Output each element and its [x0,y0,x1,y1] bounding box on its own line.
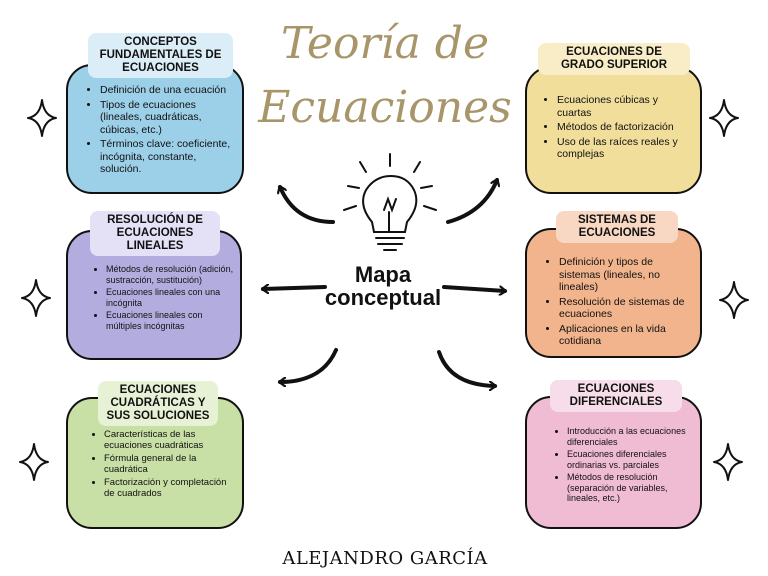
card-list [68,66,242,176]
list-item: • Ecuaciones lineales con múltiples incógnitas [106,310,234,331]
card-list [527,230,700,348]
card-heading: CONCEPTOS FUNDAMENTALES DE ECUACIONES [88,33,233,78]
author-name: ALEJANDRO GARCÍA [282,548,488,569]
lightbulb-icon [344,154,436,250]
sparkle-icon [720,282,748,318]
arrow-icon [439,352,495,386]
arrow-icon [280,350,336,382]
list-item: • Ecuaciones diferenciales ordinarias vs. parciales [567,449,694,470]
list-item: • Resolución de sistemas de ecuaciones [559,296,694,321]
list-item: • Términos clave: coeficiente, incógnita, constante, solución. [100,138,234,176]
arrow-icon [280,187,333,222]
list-item: • Aplicaciones en la vida cotidiana [559,323,694,348]
card-heading: ECUACIONES CUADRÁTICAS Y SUS SOLUCIONES [98,381,218,426]
sparkle-icon [714,444,742,480]
sparkle-icon [22,280,50,316]
sparkle-icon [20,444,48,480]
title-line-2: Ecuaciones [258,82,512,133]
sparkle-icon [710,100,738,136]
list-item: • Introducción a las ecuaciones diferenciales [567,426,694,447]
sparkle-icon [28,100,56,136]
center-label [300,263,466,309]
arrow-icon [448,180,497,222]
card-list [527,68,700,161]
list-item: • Fórmula general de la cuadrática [104,453,236,475]
card-heading: ECUACIONES DIFERENCIALES [550,380,682,412]
card-list [527,398,700,504]
list-item: • Tipos de ecuaciones (lineales, cuadráticas, cúbicas, etc.) [100,99,234,137]
center-line-1: Mapa [354,262,412,287]
list-item: • Factorización y completación de cuadrados [104,477,236,499]
list-item: • Características de las ecuaciones cuadráticas [104,429,236,451]
title-line-1: Teoría de [281,18,489,69]
list-item: • Métodos de factorización [557,121,694,134]
list-item: • Definición de una ecuación [100,84,234,97]
card-grado-superior [525,66,702,194]
center-line-2: conceptual [324,285,442,310]
list-item: • Definición y tipos de sistemas (lineales, no lineales) [559,256,694,294]
list-item: • Uso de las raíces reales y complejas [557,136,694,161]
card-sistemas [525,228,702,358]
list-item: • Ecuaciones cúbicas y cuartas [557,94,694,119]
card-heading: RESOLUCIÓN DE ECUACIONES LINEALES [90,211,220,256]
card-heading: SISTEMAS DE ECUACIONES [556,211,678,243]
list-item: • Métodos de resolución (adición, sustracción, sustitución) [106,264,234,285]
card-heading: ECUACIONES DE GRADO SUPERIOR [538,43,690,75]
list-item: • Ecuaciones lineales con una incógnita [106,287,234,308]
list-item: • Métodos de resolución (separación de variables, lineales, etc.) [567,472,694,504]
card-diferenciales [525,396,702,529]
card-conceptos-fundamentales [66,64,244,194]
